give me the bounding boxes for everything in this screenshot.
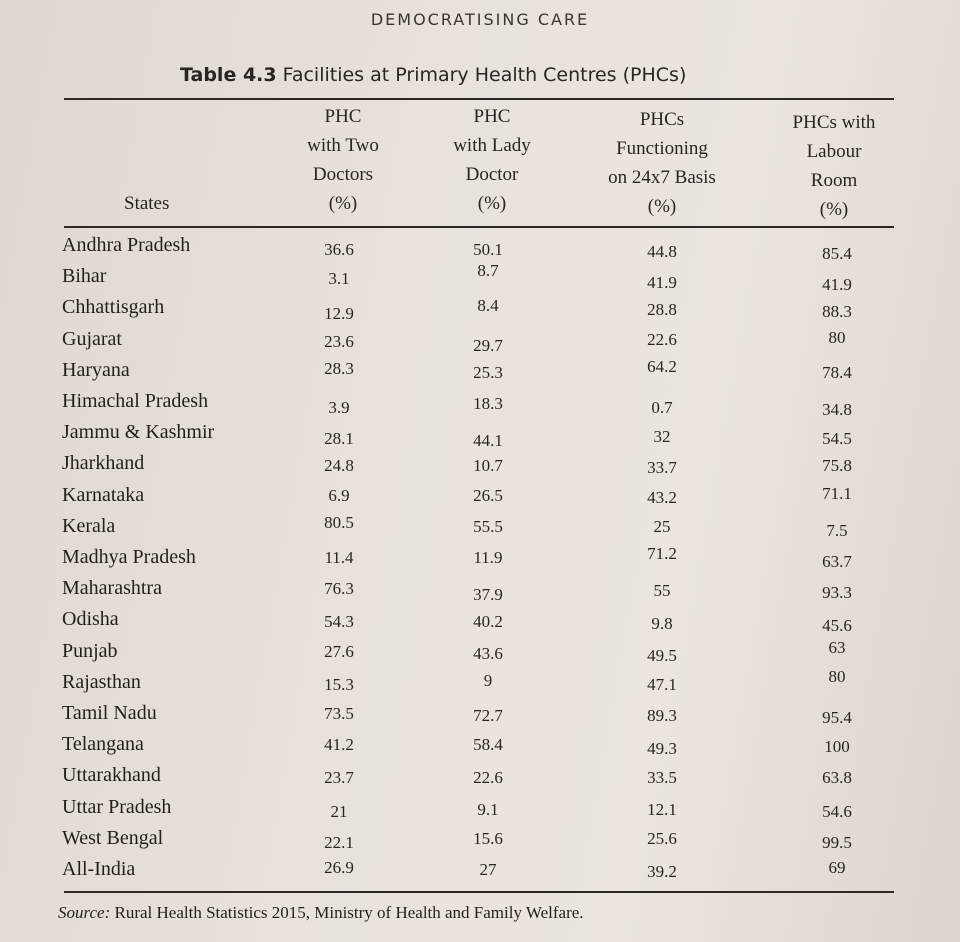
state-name: Jharkhand [62, 452, 145, 475]
table-bottom-rule [64, 891, 894, 893]
table-cell: 80 [828, 666, 846, 686]
state-name: Andhra Pradesh [62, 234, 191, 256]
table-cell: 93.3 [822, 583, 852, 603]
table-cell: 71.1 [822, 483, 852, 503]
table-cell: 39.2 [647, 862, 677, 881]
table-cell: 43.6 [473, 643, 503, 663]
table-cell: 71.2 [647, 544, 677, 563]
table-cell: 22.6 [473, 768, 503, 788]
table-title: Facilities at Primary Health Centres (PHCs) [282, 64, 687, 86]
header-phcs-24x7: PHCs Functioning on 24x7 Basis (%) [608, 109, 716, 217]
table-cell: 33.7 [647, 458, 677, 478]
table-cell: 11.4 [324, 548, 354, 567]
table-cell: 9 [483, 670, 493, 690]
table-cell: 25.3 [473, 362, 503, 382]
table-cell: 49.3 [647, 739, 677, 759]
source-note [58, 903, 584, 923]
table-cell: 89.3 [647, 706, 677, 725]
running-head: DEMOCRATISING CARE [370, 10, 590, 29]
table-number: Table 4.3 [180, 64, 277, 86]
table-cell: 7.5 [826, 520, 848, 540]
table-cell: 55.5 [473, 516, 503, 536]
table-cell: 41.9 [647, 273, 677, 293]
table-cell: 44.8 [647, 242, 677, 261]
table-cell: 28.1 [324, 429, 354, 449]
state-name: Bihar [62, 265, 107, 288]
state-name: Gujarat [62, 327, 122, 350]
table-cell: 12.9 [324, 304, 354, 324]
state-name: Madhya Pradesh [62, 546, 196, 568]
state-name: West Bengal [62, 826, 164, 849]
table-cell: 3.9 [328, 398, 350, 417]
table-cell: 26.5 [473, 485, 503, 505]
table-cell: 54.6 [822, 801, 852, 821]
table-cell: 9.1 [477, 799, 499, 819]
table-cell: 41.2 [324, 735, 354, 755]
table-top-rule [64, 98, 894, 100]
state-name: Rajasthan [62, 670, 141, 693]
table-cell: 80 [828, 327, 846, 347]
table-cell: 12.1 [647, 799, 677, 819]
table-cell: 23.7 [324, 768, 354, 788]
state-name: Kerala [62, 514, 116, 537]
table-cell: 29.7 [473, 335, 503, 355]
table-cell: 0.7 [651, 398, 673, 417]
table-cell: 49.5 [647, 645, 677, 665]
header-phc-lady-doctor: PHC with Lady Doctor (%) [453, 106, 531, 214]
table-cell: 55 [653, 581, 671, 601]
table-cell: 85.4 [822, 244, 852, 263]
state-name: Karnataka [62, 483, 145, 506]
table-cell: 18.3 [473, 394, 503, 413]
header-phc-two-doctors: PHC with Two Doctors (%) [307, 106, 379, 214]
table-cell: 26.9 [324, 858, 354, 877]
table-caption [180, 64, 686, 86]
state-name: Tamil Nadu [62, 702, 157, 724]
table-cell: 63.7 [822, 552, 852, 571]
table-cell: 88.3 [822, 302, 852, 322]
table-cell: 78.4 [822, 362, 852, 382]
table-cell: 6.9 [328, 485, 350, 505]
table-cell: 43.2 [647, 487, 677, 507]
header-states: States [124, 193, 170, 214]
table-cell: 25.6 [647, 828, 677, 848]
table-cell: 50.1 [473, 240, 503, 259]
table-cell: 99.5 [822, 832, 852, 852]
table-cell: 100 [824, 737, 850, 757]
table-cell: 76.3 [324, 579, 354, 599]
table-cell: 28.3 [324, 358, 354, 378]
source-label: Source: [58, 903, 111, 922]
table-cell: 95.4 [822, 708, 852, 727]
state-name: Odisha [62, 608, 119, 631]
table-cell: 28.8 [647, 300, 677, 320]
table-cell: 11.9 [473, 548, 503, 567]
state-name: Punjab [62, 639, 118, 662]
source-text: Rural Health Statistics 2015, Ministry of Health and Family Welfare. [110, 903, 584, 922]
state-name: Maharashtra [62, 577, 162, 600]
header-rule [64, 226, 894, 228]
table-cell: 73.5 [324, 704, 354, 723]
header-phcs-labour-room: PHCs with Labour Room (%) [792, 112, 876, 220]
state-name: Uttarakhand [62, 764, 161, 787]
table-cell: 10.7 [473, 456, 503, 476]
table-cell: 47.1 [647, 674, 677, 694]
state-name: Chhattisgarh [62, 296, 165, 319]
table-cell: 80.5 [324, 512, 354, 532]
table-cell: 40.2 [473, 612, 503, 632]
state-name: Haryana [62, 358, 130, 381]
state-name: Uttar Pradesh [62, 795, 172, 818]
table-cell: 72.7 [473, 706, 503, 725]
table-cell: 24.8 [324, 456, 354, 476]
table-cell: 54.3 [324, 612, 354, 632]
table-cell: 69 [828, 858, 846, 877]
state-name: Telangana [62, 733, 144, 756]
table-cell: 15.3 [324, 674, 354, 694]
table-cell: 45.6 [822, 616, 852, 636]
table-cell: 8.4 [477, 296, 499, 316]
table-cell: 21 [330, 801, 348, 821]
table-cell: 37.9 [473, 585, 503, 605]
table-cell: 34.8 [822, 400, 852, 419]
table-cell: 32 [653, 427, 671, 447]
table-cell: 75.8 [822, 456, 852, 476]
table-cell: 27 [479, 860, 497, 879]
table-cell: 15.6 [473, 828, 503, 848]
table-cell: 22.1 [324, 832, 354, 852]
table-cell: 36.6 [324, 240, 354, 259]
table-cell: 23.6 [324, 331, 354, 351]
table-cell: 63 [828, 637, 846, 657]
state-name: Jammu & Kashmir [62, 421, 215, 444]
table-cell: 64.2 [647, 356, 677, 376]
table-cell: 9.8 [651, 614, 673, 634]
table-cell: 44.1 [473, 431, 503, 451]
table-cell: 63.8 [822, 768, 852, 788]
table-cell: 33.5 [647, 768, 677, 788]
state-name: All-India [62, 858, 136, 880]
table-cell: 58.4 [473, 735, 503, 755]
table-cell: 54.5 [822, 429, 852, 449]
table-cell: 41.9 [822, 275, 852, 295]
table-cell: 8.7 [477, 261, 499, 281]
table-cell: 22.6 [647, 329, 677, 349]
table-cell: 27.6 [324, 641, 354, 661]
state-name: Himachal Pradesh [62, 390, 209, 412]
table-cell: 3.1 [328, 269, 350, 289]
table-cell: 25 [653, 516, 671, 536]
